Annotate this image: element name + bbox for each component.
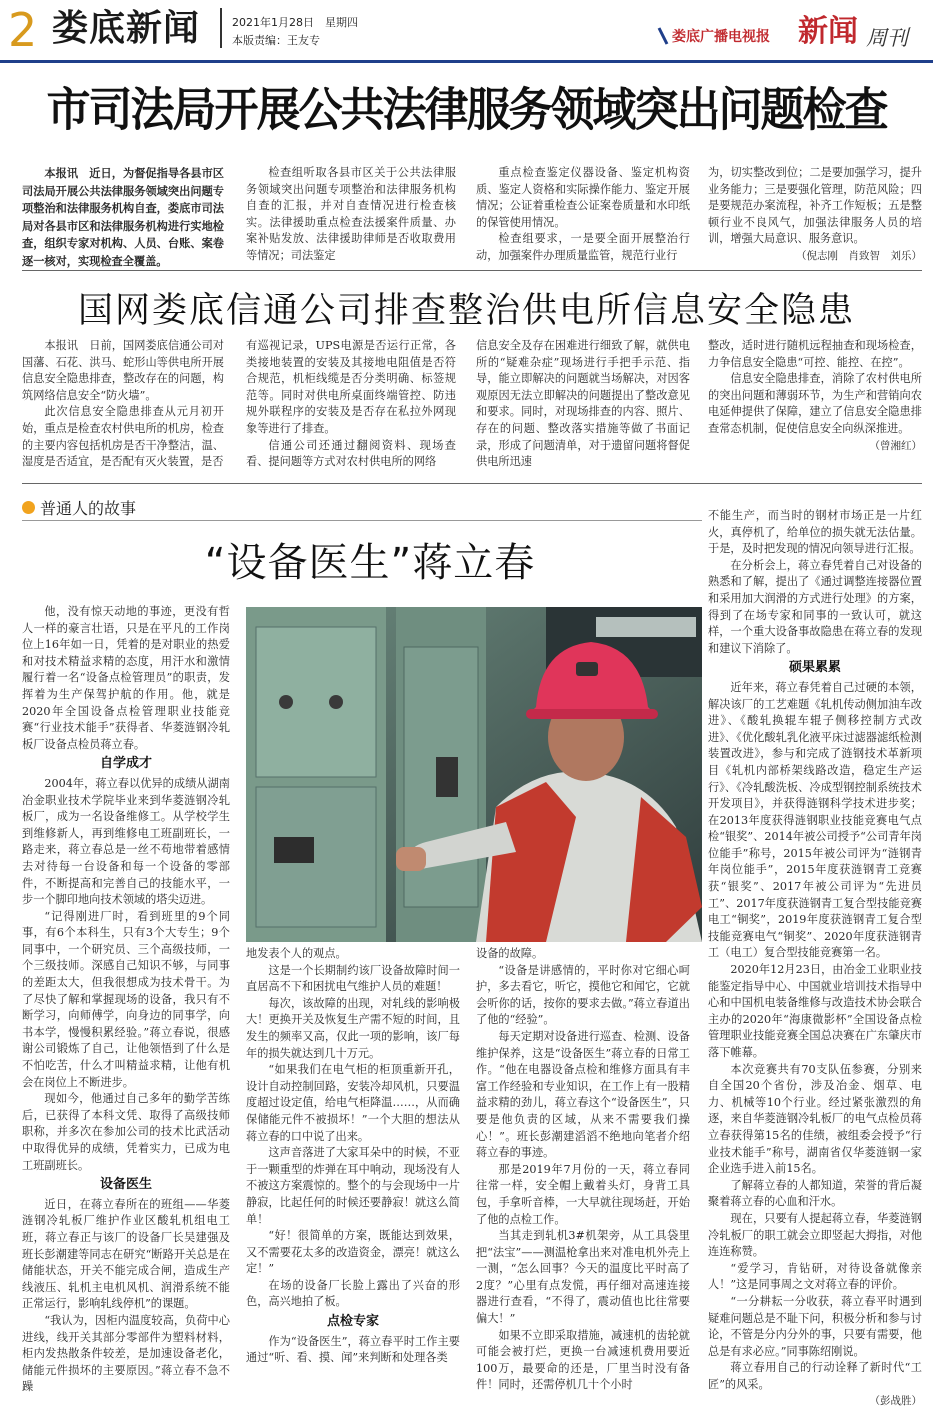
article1-text: 检查组听取各县市区关于公共法律服务领域突出问题专项整治和法律服务机构自查的汇报，并对自查情况进行检查核实。法律援助重点检查法援案件质量、办案补贴发放、法律援助律师是否收取费用等情况；司法鉴定 bbox=[246, 166, 456, 262]
article3-text: “爱学习，肯钻研，对待设备就像亲人！”这是同事周之文对蒋立春的评价。 bbox=[708, 1261, 922, 1292]
editor-credit: 本版责编：王友专 bbox=[232, 34, 320, 47]
article1-text: 重点检查鉴定仪器设备、鉴定机构资质、鉴定人资格和实际操作能力、鉴定开展情况；公证着重检查公证案卷质量和水印纸的保管使用情况。 bbox=[476, 166, 690, 229]
article3-text: 本次竞赛共有70支队伍参赛，分别来自全国20个省份，涉及冶金、烟草、电力、机械等10个行业。经过紧张激烈的角逐，来自华菱涟钢冷轧板厂的电气点检员蒋立春获得第15名的佳绩，被组委会授予“行业技术能手”称号，湖南省仅华菱涟钢一家企业选手进入前15名。 bbox=[708, 1062, 922, 1176]
article1-col1 bbox=[22, 165, 224, 271]
article3-text: 2020年12月23日，由冶金工业职业技能鉴定指导中心、中国就业培训技术指导中心和中国机电装备维修与改造技术协会联合主办的2020年“海康微影杯”全国设备点检管理职业技能竞赛全国总决赛在广东肇庆市落下帷幕。 bbox=[708, 963, 922, 1059]
article3-text: “我认为，因柜内温度较高，负荷中心进线，线开关其部分零部件为塑料材料，柜内发热散条件较差，是加速设备老化，储能元件损坏的主要原因。”蒋立春不急不躁 bbox=[22, 1313, 230, 1394]
article3-text: 在分析会上，蒋立春凭着自己对设备的熟悉和了解，提出了《通过调整连接器位置和采用加大润滑的方式进行处理》的方案，得到了在场专家和同事的一致认可，就这样，一个重大设备事故隐患在蒋立春的发现和建议下消除了。 bbox=[708, 558, 922, 655]
article3-text: 蒋立春用自己的行动诠释了新时代“工匠”的风采。 bbox=[708, 1361, 922, 1391]
worker-photo bbox=[246, 607, 702, 942]
article2-text: 信息安全及存在困难进行细致了解，就供电所的“疑难杂症”现场进行手把手示范、指导，能立即解决的问题就当场解决，对因客观原因无法立即解决的问题提出了整改意见和要求。同时，对现场排查的内容、照片、存在的问题、整改落实措施等做了书面记录，形成了问题清单，对于遗留问题将督促供电所迅速 bbox=[476, 339, 690, 469]
article3-text: “设备是讲感情的，平时你对它细心呵护，多去看它，听它，摸他它和闻它，它就会听你的话，按你的要求去做。”蒋立春道出了他的“经验”。 bbox=[476, 963, 690, 1027]
article3-text: 现在，只要有人提起蒋立春，华菱涟钢冷轧板厂的职工就会立即竖起大拇指，对他连连称赞。 bbox=[708, 1211, 922, 1259]
page-number: 2 bbox=[8, 3, 38, 57]
article2-text: 信通公司还通过翻阅资料、现场查看、提问题等方式对农村供电所的网络 bbox=[246, 438, 456, 469]
article1-text: 本报讯 近日，为督促指导各县市区司法局开展公共法律服务领域突出问题专项整治和法律服务机构自查，娄底市司法局对各县市区和法律服务机构进行实地检查，组织专家对机构、人员、台账、案卷逐一核对，实现检查全覆盖。 bbox=[22, 166, 224, 268]
article2-text: 本报讯 日前，国网娄底信通公司对国藩、石花、洪马、蛇形山等供电所开展信息安全隐患排查，整改存在的问题，构筑网络信息安全“防火墙”。 bbox=[22, 339, 224, 402]
page-name: 娄底新闻 bbox=[52, 8, 201, 49]
article1-text: 为，切实整改到位；二是要加强学习，提升业务能力；三是要强化管理，防范风险；四是要规范办案流程，补齐工作短板；五是整顿行业不良风气，加强法律服务人员的培训，增强大局意识、服务意识。 bbox=[708, 166, 922, 246]
article1-byline: （倪志刚 肖致智 刘乐） bbox=[796, 249, 922, 262]
article1-col3 bbox=[476, 165, 690, 265]
column-dot-icon bbox=[22, 501, 35, 514]
article1-text: 检查组要求，一是要全面开展整治行动，加强案件办理质量监管，规范行业行 bbox=[476, 232, 690, 262]
article2-title: 国网娄底信通公司排查整治供电所信息安全隐患 bbox=[77, 291, 855, 331]
article3-text: 当其走到轧机3#机架旁，从工具袋里把“法宝”——测温枪拿出来对准电机外壳上一测，“怎么回事？今天的温度比平时高了2度？”心里有点发慌，再仔细对高速连接器进行查看，“不得了，震动值也比往常要偏大！” bbox=[476, 1229, 690, 1326]
article3-text: 设备的故障。 bbox=[476, 947, 544, 960]
article3-text: “一分耕耘一分收获，蒋立春平时遇到疑难问题总是不耻下问，积极分析和参与讨论，不管是分内分外的事，只要有需要，他总是有求必应。”同事陈绍刚说。 bbox=[708, 1294, 922, 1358]
article2-col1 bbox=[22, 338, 224, 471]
article3-text: 每天定期对设备进行巡查、检测、设备维护保养，这是“设备医生”蒋立春的日常工作。“他在电器设备点检和维修方面具有丰富工作经验和专业知识，在工作上有一股精益求精的劲儿，蒋立春这个“设备医生”，只要是他负责的区域，从来不需要我们操心！”。班长彭潮建滔滔不绝地向笔者介绍蒋立春的事迹。 bbox=[476, 1029, 690, 1160]
divider bbox=[22, 483, 922, 484]
brand-weekly: 周刊 bbox=[866, 26, 908, 50]
article3-text: 现如今，他通过自己多年的勤学苦练后，已获得了本科文凭、取得了高级技师职称，并多次在参加公司的技术比武活动中取得优异的成绩，凭着实力，已成为电工班副班长。 bbox=[22, 1092, 230, 1172]
article3-text: 如果不立即采取措施，减速机的齿轮就可能会被打烂，更换一台减速机费用要近100万，最要命的还是，厂里当时没有备件！同时，还需停机几十个小时 bbox=[476, 1328, 690, 1392]
article1-col2 bbox=[246, 165, 456, 265]
issue-date: 2021年1月28日 星期四 bbox=[232, 16, 358, 29]
article3-text: 那是2019年7月份的一天，蒋立春同往常一样，安全帽上戴着头灯，身背工具包，手拿听音棒，一大早就往现场赶，开始了他的点检工作。 bbox=[476, 1162, 690, 1226]
subhead-self-taught: 自学成才 bbox=[99, 756, 152, 772]
article3-text: 他，没有惊天动地的事迹，更没有哲人一样的豪言壮语，只是在平凡的工作岗位上16年如一日，凭着的是对职业的热爱和对技术精益求精的态度，用汗水和激情履行着一名“设备点检管理员”的职责，发挥着为生产保驾护航的作用。他，就是2020年全国设备点检管理职业技能竞赛“行业技术能手”获得者、华菱涟钢冷轧板厂设备点检员蒋立春。 bbox=[22, 605, 230, 751]
article3-text: 近年来，蒋立春凭着自己过硬的本领，解决该厂的工艺难题《轧机传动侧加油车改进》、《酸轧换辊车辊子侧移控制方式改进》、《优化酸轧乳化液平床过滤器滤纸检测装置改进》，参与和完成了涟钢技术革新项目《轧机内部桥架线路改造，稳定生产运行》、《冷轧酸洗板、冷成型钢控制系统技术开发项目》，并获得涟钢科学技术进步奖；在2013年度获得涟钢职业技能竞赛电气点检“银奖”、2014年被公司授予“公司青年岗位能手”称号，2015年被公司评为“涟钢青年岗位能手”，2015年度获涟钢青工竞赛获“银奖”、2017年被公司评为“先进员工”、2017年度获涟钢青工复合型技能竞赛电工“铜奖”，2019年度获涟钢青工复合型技能竞赛电气“铜奖”、2020年度获涟钢青工（电工）复合型技能竞赛第一名。 bbox=[708, 680, 922, 960]
article2-text: 信息安全隐患排查，消除了农村供电所的突出问题和薄弱环节，为生产和营销向农电延伸提供了保障，建立了信息安全隐患排查常态机制，促使信息安全向纵深推进。 bbox=[708, 372, 922, 435]
article3-text: 作为“设备医生”，蒋立春平时工作主要通过“听、看、摸、闻”来判断和处理各类 bbox=[246, 1334, 460, 1365]
article3-text: 这是一个长期制约该厂设备故障时间一直居高不下和困扰电气维护人员的难题！ bbox=[246, 963, 460, 994]
photo-illustration bbox=[246, 607, 702, 942]
article1-col4 bbox=[708, 165, 922, 265]
column-rule bbox=[22, 520, 702, 521]
article1-title: 市司法局开展公共法律服务领域突出问题检查 bbox=[46, 83, 887, 138]
brand-news: 新闻 bbox=[798, 14, 858, 49]
article3-text: “如果我们在电气柜的柜顶重新开孔，设计自动控制回路，安装冷却风机，只要温度超过设定值，给电气柜降温……，从而确保储能元件不被损坏！”一个大胆的想法从蒋立春的口中说了出来。 bbox=[246, 1063, 460, 1143]
article3-text: 这声音落进了大家耳朵中的时候，不亚于一颗重型的炸弹在耳中响动，现场没有人不被这方案震惊的。整个的与会现场中一片静寂，比起任何的时候还要静寂！就这么简单！ bbox=[246, 1146, 460, 1226]
article2-col4 bbox=[708, 338, 922, 454]
article3-text: 不能生产，而当时的钢材市场正是一片红火，真停机了，给单位的损失就无法估量。于是，及时把发现的情况向领导进行汇报。 bbox=[708, 509, 922, 556]
header-rule bbox=[0, 60, 933, 63]
article3-text: 近日，在蒋立春所在的班组——华菱涟钢冷轧板厂维护作业区酸轧机组电工班，蒋立春正与该厂的设备厂长吴建强及班长彭潮建等同志在研究“断路开关总是在储能状态，开关不能完成合闸，造成生产线液压、轧机主电机风机、润滑系统不能正常运行，影响轧线停机”的课题。 bbox=[22, 1197, 230, 1311]
article3-text: 了解蒋立春的人都知道，荣誉的背后凝聚着蒋立春的心血和汗水。 bbox=[708, 1178, 922, 1209]
article3-title: “设备医生”蒋立春 bbox=[204, 540, 536, 586]
column-label: 普通人的故事 bbox=[40, 499, 137, 518]
article2-text: 此次信息安全隐患排查从元月初开始，重点是检查农村供电所的机房，检查的主要内容包括机房是否干净整洁，温、湿度是否适宜，是否配有灭火装置，是否 bbox=[22, 405, 224, 469]
article3-col3 bbox=[476, 946, 690, 1394]
subhead-inspection-expert: 点检专家 bbox=[326, 1314, 379, 1330]
article3-text: “记得刚进厂时，看到班里的9个同事，有6个本科生，只有3个大专生；9个同事中，一个研究员、三个高级技师，一个三级技师。深感自己知识不够，与同事的差距太大，但我很想成为技术骨干。为了尽快了解和掌握现场的设备，我只有不断学习，向师傅学，向身边的同事学，向书本学，慢慢积累经验。”蒋立春说，很感谢公司锻炼了自己，让他领悟到了什么是不怕吃苦，什么才叫精益求精，让他有机会在岗位上不断进步。 bbox=[22, 909, 230, 1089]
article3-text: 在场的设备厂长脸上露出了兴奋的形色，高兴地拍了板。 bbox=[246, 1278, 460, 1309]
article3-text: 2004年，蒋立春以优异的成绩从湖南冶金职业技术学院毕业来到华菱涟钢冷轧板厂，成为一名设备维修工。从学校学生到维修新人，再到维修电工班副班长，一路走来，蒋立春总是一丝不苟地带着感情去对待每一台设备和每一个设备的零部件，不断提高和完善自己的技能水平，一步一个脚印地向技术领域的塔尖迈进。 bbox=[22, 776, 230, 907]
article3-col4 bbox=[708, 508, 922, 1410]
article3-text: “好！很简单的方案，既能达到效果，又不需要花太多的改造资金，漂亮！就这么定！” bbox=[246, 1229, 460, 1276]
article2-text: 整改，适时进行随机远程抽查和现场检查，力争信息安全隐患“可控、能控、在控”。 bbox=[708, 339, 922, 369]
article3-text: 地发表个人的观点。 bbox=[246, 947, 347, 960]
article2-col3 bbox=[476, 338, 690, 471]
divider bbox=[22, 270, 922, 271]
slash-mark-icon bbox=[656, 26, 672, 46]
station-name: 娄底广播电视报 bbox=[672, 29, 770, 45]
subhead-achievements: 硕果累累 bbox=[788, 660, 841, 676]
subhead-equipment-doctor: 设备医生 bbox=[99, 1177, 152, 1193]
article3-col1 bbox=[22, 604, 230, 1396]
article3-byline: （彭战胜） bbox=[869, 1395, 922, 1408]
article2-col2 bbox=[246, 338, 456, 471]
article2-text: 有巡视记录，UPS电源是否运行正常，各类接地装置的安装及其接地电阻值是否符合规范，机柜线缆是否分类明确、标签规范等。同时对供电所桌面终端管控、防违规外联程序的安装及是否存在私拉外网现象等进行了排查。 bbox=[246, 339, 456, 435]
article3-col2 bbox=[246, 946, 460, 1367]
article2-byline: （曾湘红） bbox=[869, 439, 922, 452]
header-divider bbox=[220, 8, 222, 48]
article3-text: 每次，该故障的出现，对轧线的影响极大！更换开关及恢复生产需不短的时间，且发生的频率又高，仅此一项的影响，该厂每年的损失就达到几十万元。 bbox=[246, 996, 460, 1060]
